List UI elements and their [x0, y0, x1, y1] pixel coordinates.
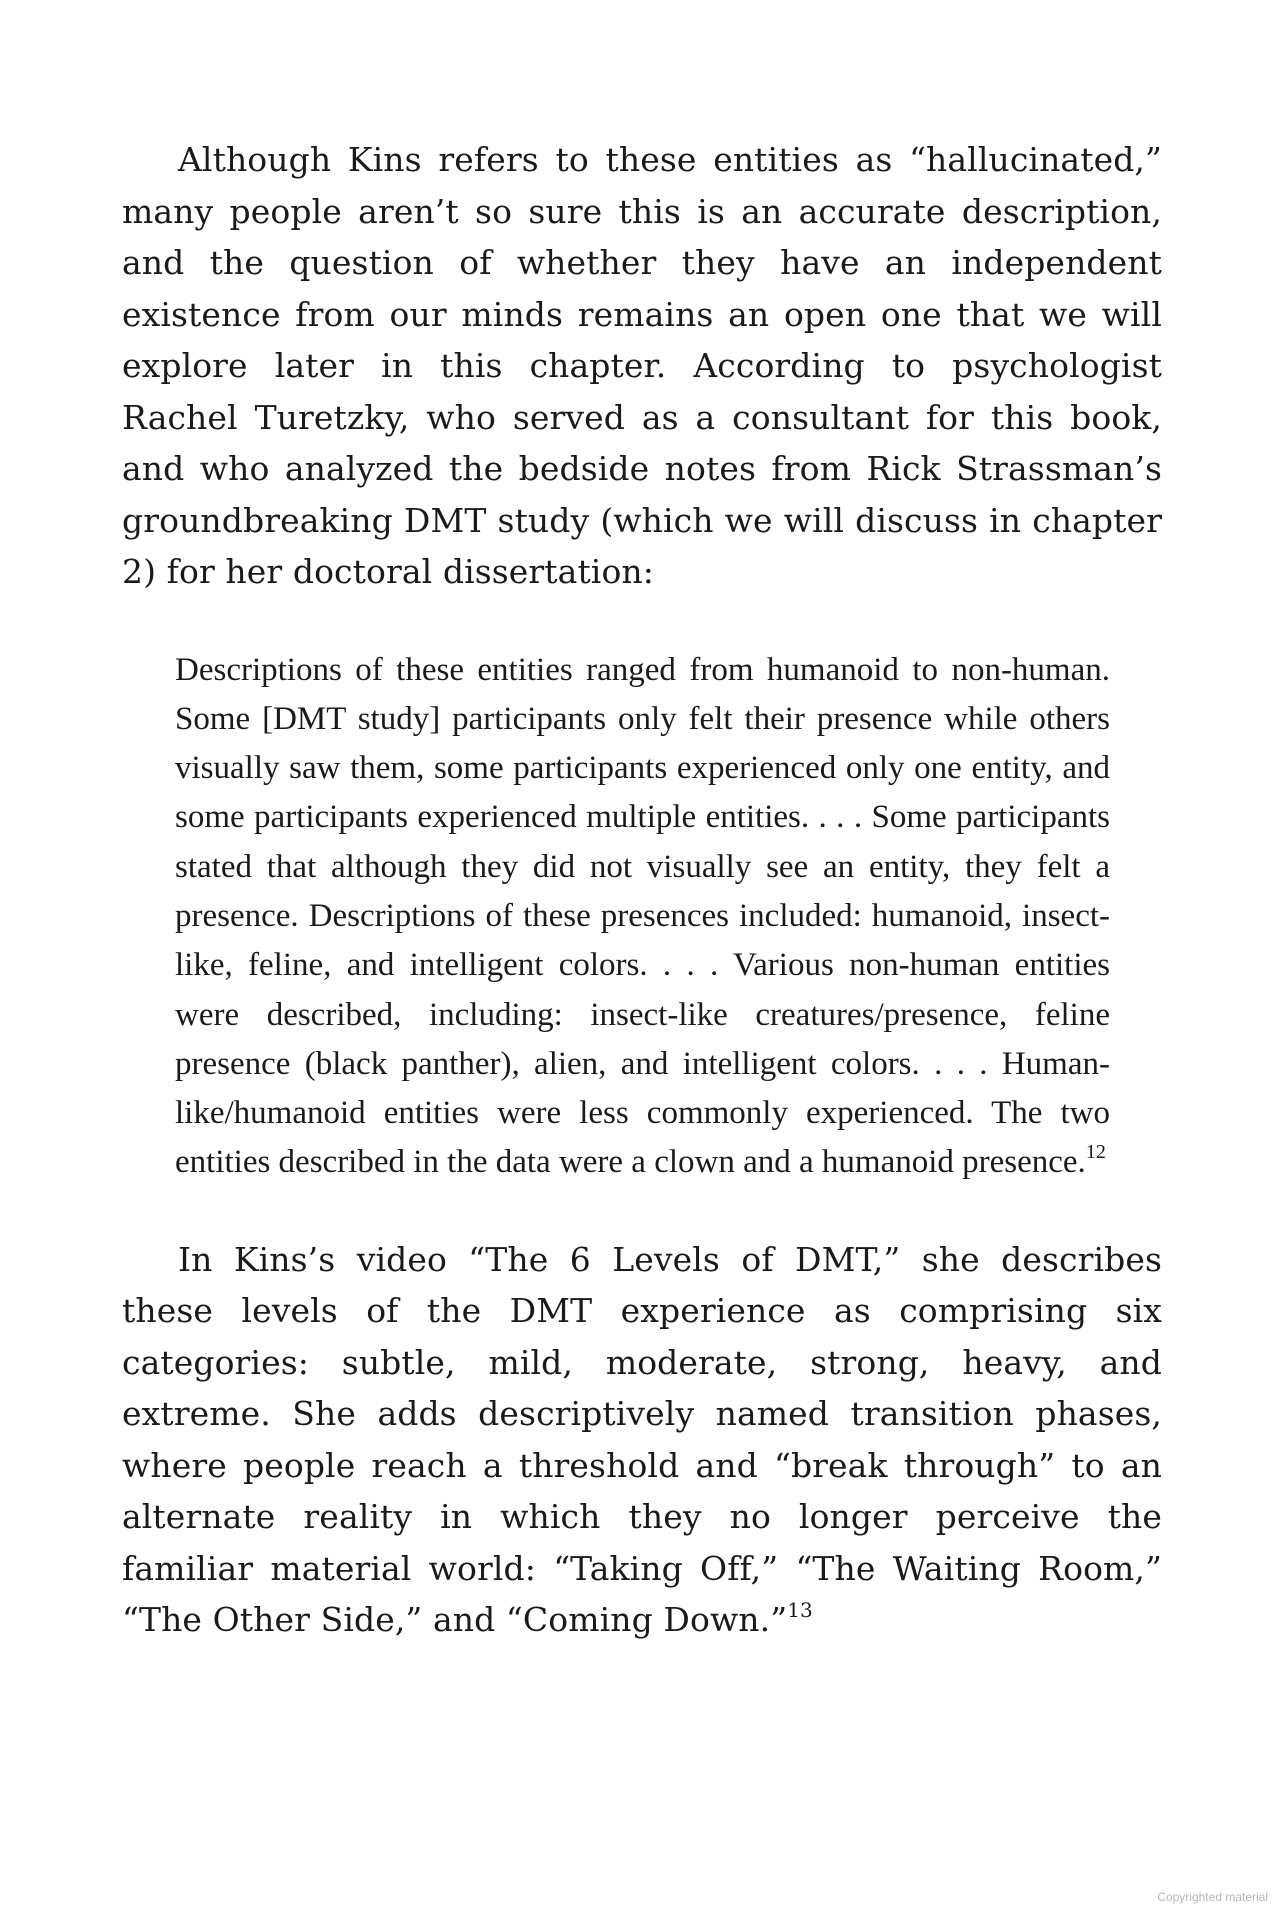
- footnote-marker[interactable]: 13: [787, 1598, 813, 1623]
- paragraph-text: In Kins’s video “The 6 Levels of DMT,” she describes these levels of the DMT experience as comprising six categories: subtle, mild, moderate, strong, heavy, and extreme. She adds descriptively named transition phases, where people reach a threshold and “break through” to an alternate reality in which they no longer perceive the familiar material world: “Taking Off,” “The Waiting Room,” “The Other Side,” and “Coming Down.”: [122, 1239, 1162, 1640]
- footnote-marker[interactable]: 12: [1085, 1141, 1106, 1164]
- body-paragraph: [122, 134, 1162, 598]
- block-quote-text: Descriptions of these entities ranged from humanoid to non-human. Some [DMT study] participants only felt their presence while others visually saw them, some participants experienced only one entity, and some participants experienced multiple entities. . . . Some participants stated that although they did not visually see an entity, they felt a presence. Descriptions of these presences included: humanoid, insect-like, feline, and intelligent colors. . . . Various non-human entities were described, including: insect-like creatures/presence, feline presence (black panther), alien, and intelligent colors. . . . Human-like/humanoid entities were less commonly experienced. The two entities described in the data were a clown and a humanoid presence.: [175, 651, 1110, 1181]
- copyright-notice: Copyrighted material: [1157, 1890, 1268, 1904]
- block-quote: [175, 646, 1110, 1188]
- body-paragraph: [122, 1234, 1162, 1646]
- paragraph-text: Although Kins refers to these entities as “hallucinated,” many people aren’t so sure this is an accurate description, and the question of whether they have an independent existence from our minds remains an open one that we will explore later in this chapter. According to psychologist Rachel Turetzky, who served as a consultant for this book, and who analyzed the bedside notes from Rick Strassman’s groundbreaking DMT study (which we will discuss in chapter 2) for her doctoral dissertation:: [122, 140, 1162, 591]
- book-page: [122, 134, 1162, 1646]
